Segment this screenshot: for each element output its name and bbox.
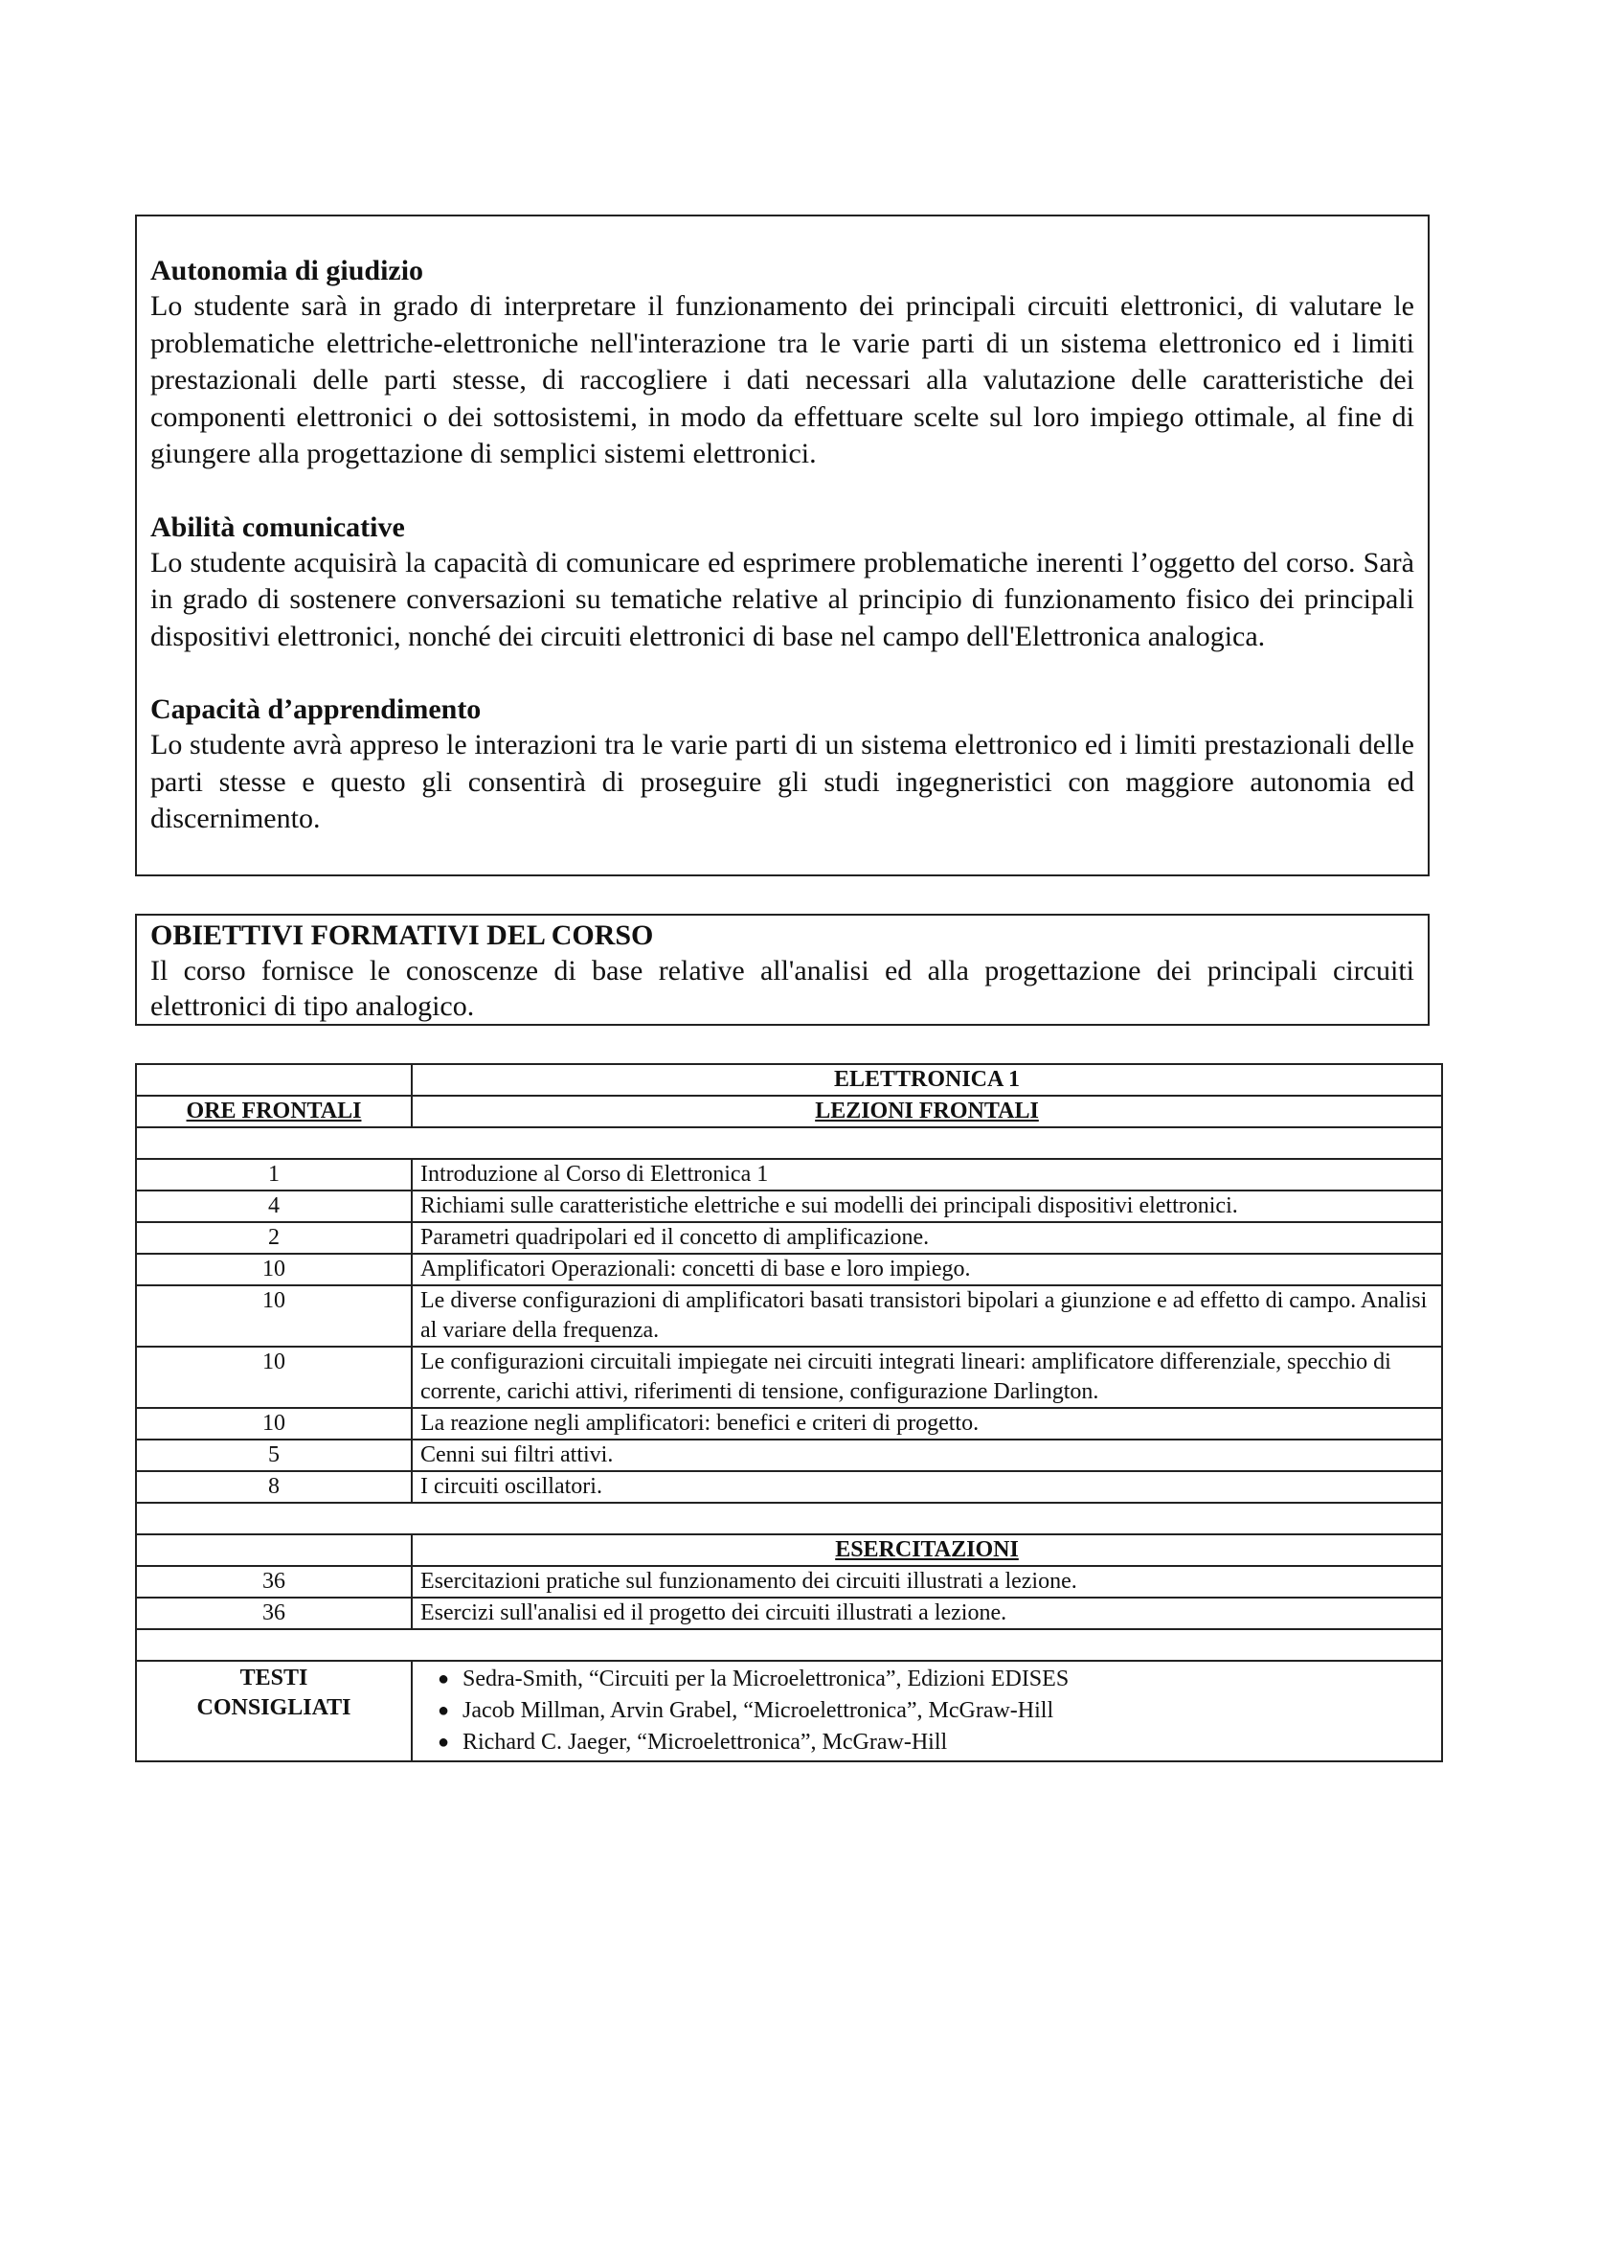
course-table: [135, 1063, 1443, 1762]
lectures-header: LEZIONI FRONTALI: [412, 1096, 1442, 1127]
lecture-topic: Le diverse configurazioni di amplificatori basati transistori bipolari a giunzione e ad effetto di campo. Analisi al variare della frequenza.: [412, 1285, 1442, 1347]
lecture-hours: 1: [136, 1159, 412, 1191]
books-header-line2: CONSIGLIATI: [196, 1695, 351, 1720]
section-title-capacita: Capacità d’apprendimento: [150, 693, 482, 725]
objectives-title: OBIETTIVI FORMATIVI DEL CORSO: [150, 919, 654, 951]
lecture-topic: Parametri quadripolari ed il concetto di amplificazione.: [412, 1222, 1442, 1254]
course-name: ELETTRONICA 1: [412, 1064, 1442, 1096]
exercise-hours: 36: [136, 1566, 412, 1598]
lecture-hours: 10: [136, 1285, 412, 1347]
exercise-topic: Esercizi sull'analisi ed il progetto dei circuiti illustrati a lezione.: [412, 1598, 1442, 1629]
book-title: Richard C. Jaeger, “Microelettronica”, McGraw-Hill: [462, 1730, 948, 1755]
lecture-hours: 4: [136, 1191, 412, 1222]
table-row: [136, 1222, 1442, 1254]
lecture-topic: La reazione negli amplificatori: benefici e criteri di progetto.: [412, 1408, 1442, 1440]
section-text-abilita: Lo studente acquisirà la capacità di comunicare ed esprimere problematiche inerenti l’oggetto del corso. Sarà in grado di sostenere conversazioni su tematiche relative al principio di funzionamento fisico dei principali dispositivi elettronici, nonché dei circuiti elettronici di base nel campo dell'Elettronica analogica.: [150, 546, 1414, 652]
table-row: [136, 1503, 1442, 1534]
objectives-box: [135, 914, 1430, 1026]
lecture-topic: Le configurazioni circuitali impiegate nei circuiti integrati lineari: amplificatore differenziale, specchio di corrente, carichi attivi, riferimenti di tensione, configurazione Darlington.: [412, 1347, 1442, 1408]
lecture-hours: 10: [136, 1347, 412, 1408]
lecture-hours: 2: [136, 1222, 412, 1254]
objectives-text: Il corso fornisce le conoscenze di base relative all'analisi ed alla progettazione dei principali circuiti elettronici di tipo analogico.: [150, 955, 1414, 1022]
exercise-hours: 36: [136, 1598, 412, 1629]
books-header-line1: TESTI: [239, 1666, 308, 1690]
bullet-icon: ●: [438, 1668, 450, 1690]
table-row: [136, 1285, 1442, 1347]
section-title-autonomia: Autonomia di giudizio: [150, 255, 424, 286]
table-row: [136, 1127, 1442, 1159]
lecture-hours: 8: [136, 1471, 412, 1503]
table-row: [136, 1159, 1442, 1191]
bullet-icon: ●: [438, 1700, 450, 1721]
table-row: [136, 1254, 1442, 1285]
lecture-topic: Introduzione al Corso di Elettronica 1: [412, 1159, 1442, 1191]
lecture-topic: Richiami sulle caratteristiche elettriche e sui modelli dei principali dispositivi elettronici.: [412, 1191, 1442, 1222]
table-row: [136, 1661, 1442, 1761]
table-cell: [136, 1534, 412, 1566]
hours-header: ORE FRONTALI: [136, 1096, 412, 1127]
table-row: [136, 1191, 1442, 1222]
table-row: [136, 1347, 1442, 1408]
book-title: Jacob Millman, Arvin Grabel, “Microelettronica”, McGraw-Hill: [462, 1698, 1054, 1723]
exercises-header: ESERCITAZIONI: [412, 1534, 1442, 1566]
lecture-hours: 10: [136, 1254, 412, 1285]
table-row: [136, 1629, 1442, 1661]
list-item: [438, 1695, 1433, 1727]
exercise-topic: Esercitazioni pratiche sul funzionamento dei circuiti illustrati a lezione.: [412, 1566, 1442, 1598]
table-cell: [136, 1503, 1442, 1534]
list-item: [438, 1727, 1433, 1758]
lecture-hours: 5: [136, 1440, 412, 1471]
spacer: [150, 655, 1414, 692]
table-row: [136, 1064, 1442, 1096]
table-row: [136, 1096, 1442, 1127]
table-cell: [136, 1064, 412, 1096]
books-list: [420, 1664, 1433, 1758]
books-header: [136, 1661, 412, 1761]
table-row: [136, 1534, 1442, 1566]
lecture-topic: Cenni sui filtri attivi.: [412, 1440, 1442, 1471]
book-title: Sedra-Smith, “Circuiti per la Microelettronica”, Edizioni EDISES: [462, 1667, 1070, 1691]
table-row: [136, 1440, 1442, 1471]
table-row: [136, 1598, 1442, 1629]
table-row: [136, 1471, 1442, 1503]
spacer: [150, 473, 1414, 510]
section-text-capacita: Lo studente avrà appreso le interazioni tra le varie parti di un sistema elettronico ed i limiti prestazionali delle parti stesse e questo gli consentirà di proseguire gli studi ingegneristici con maggiore autonomia ed discernimento.: [150, 729, 1414, 834]
lecture-hours: 10: [136, 1408, 412, 1440]
section-title-abilita: Abilità comunicative: [150, 510, 405, 543]
lecture-topic: I circuiti oscillatori.: [412, 1471, 1442, 1503]
list-item: [438, 1664, 1433, 1695]
table-cell: [136, 1127, 1442, 1159]
section-text-autonomia: Lo studente sarà in grado di interpretare il funzionamento dei principali circuiti elettronici, di valutare le problematiche elettriche-elettroniche nell'interazione tra le varie parti di un sistema elettronico ed i limiti prestazionali delle parti stesse, di raccogliere i dati necessari alla valutazione delle caratteristiche dei componenti elettronici o dei sottosistemi, in modo da effettuare scelte sul loro impiego ottimale, al fine di giungere alla progettazione di semplici sistemi elettronici.: [150, 290, 1414, 469]
books-cell: [412, 1661, 1442, 1761]
lecture-topic: Amplificatori Operazionali: concetti di base e loro impiego.: [412, 1254, 1442, 1285]
table-row: [136, 1566, 1442, 1598]
bullet-icon: ●: [438, 1732, 450, 1753]
table-row: [136, 1408, 1442, 1440]
learning-outcomes-box: [135, 215, 1430, 876]
table-cell: [136, 1629, 1442, 1661]
